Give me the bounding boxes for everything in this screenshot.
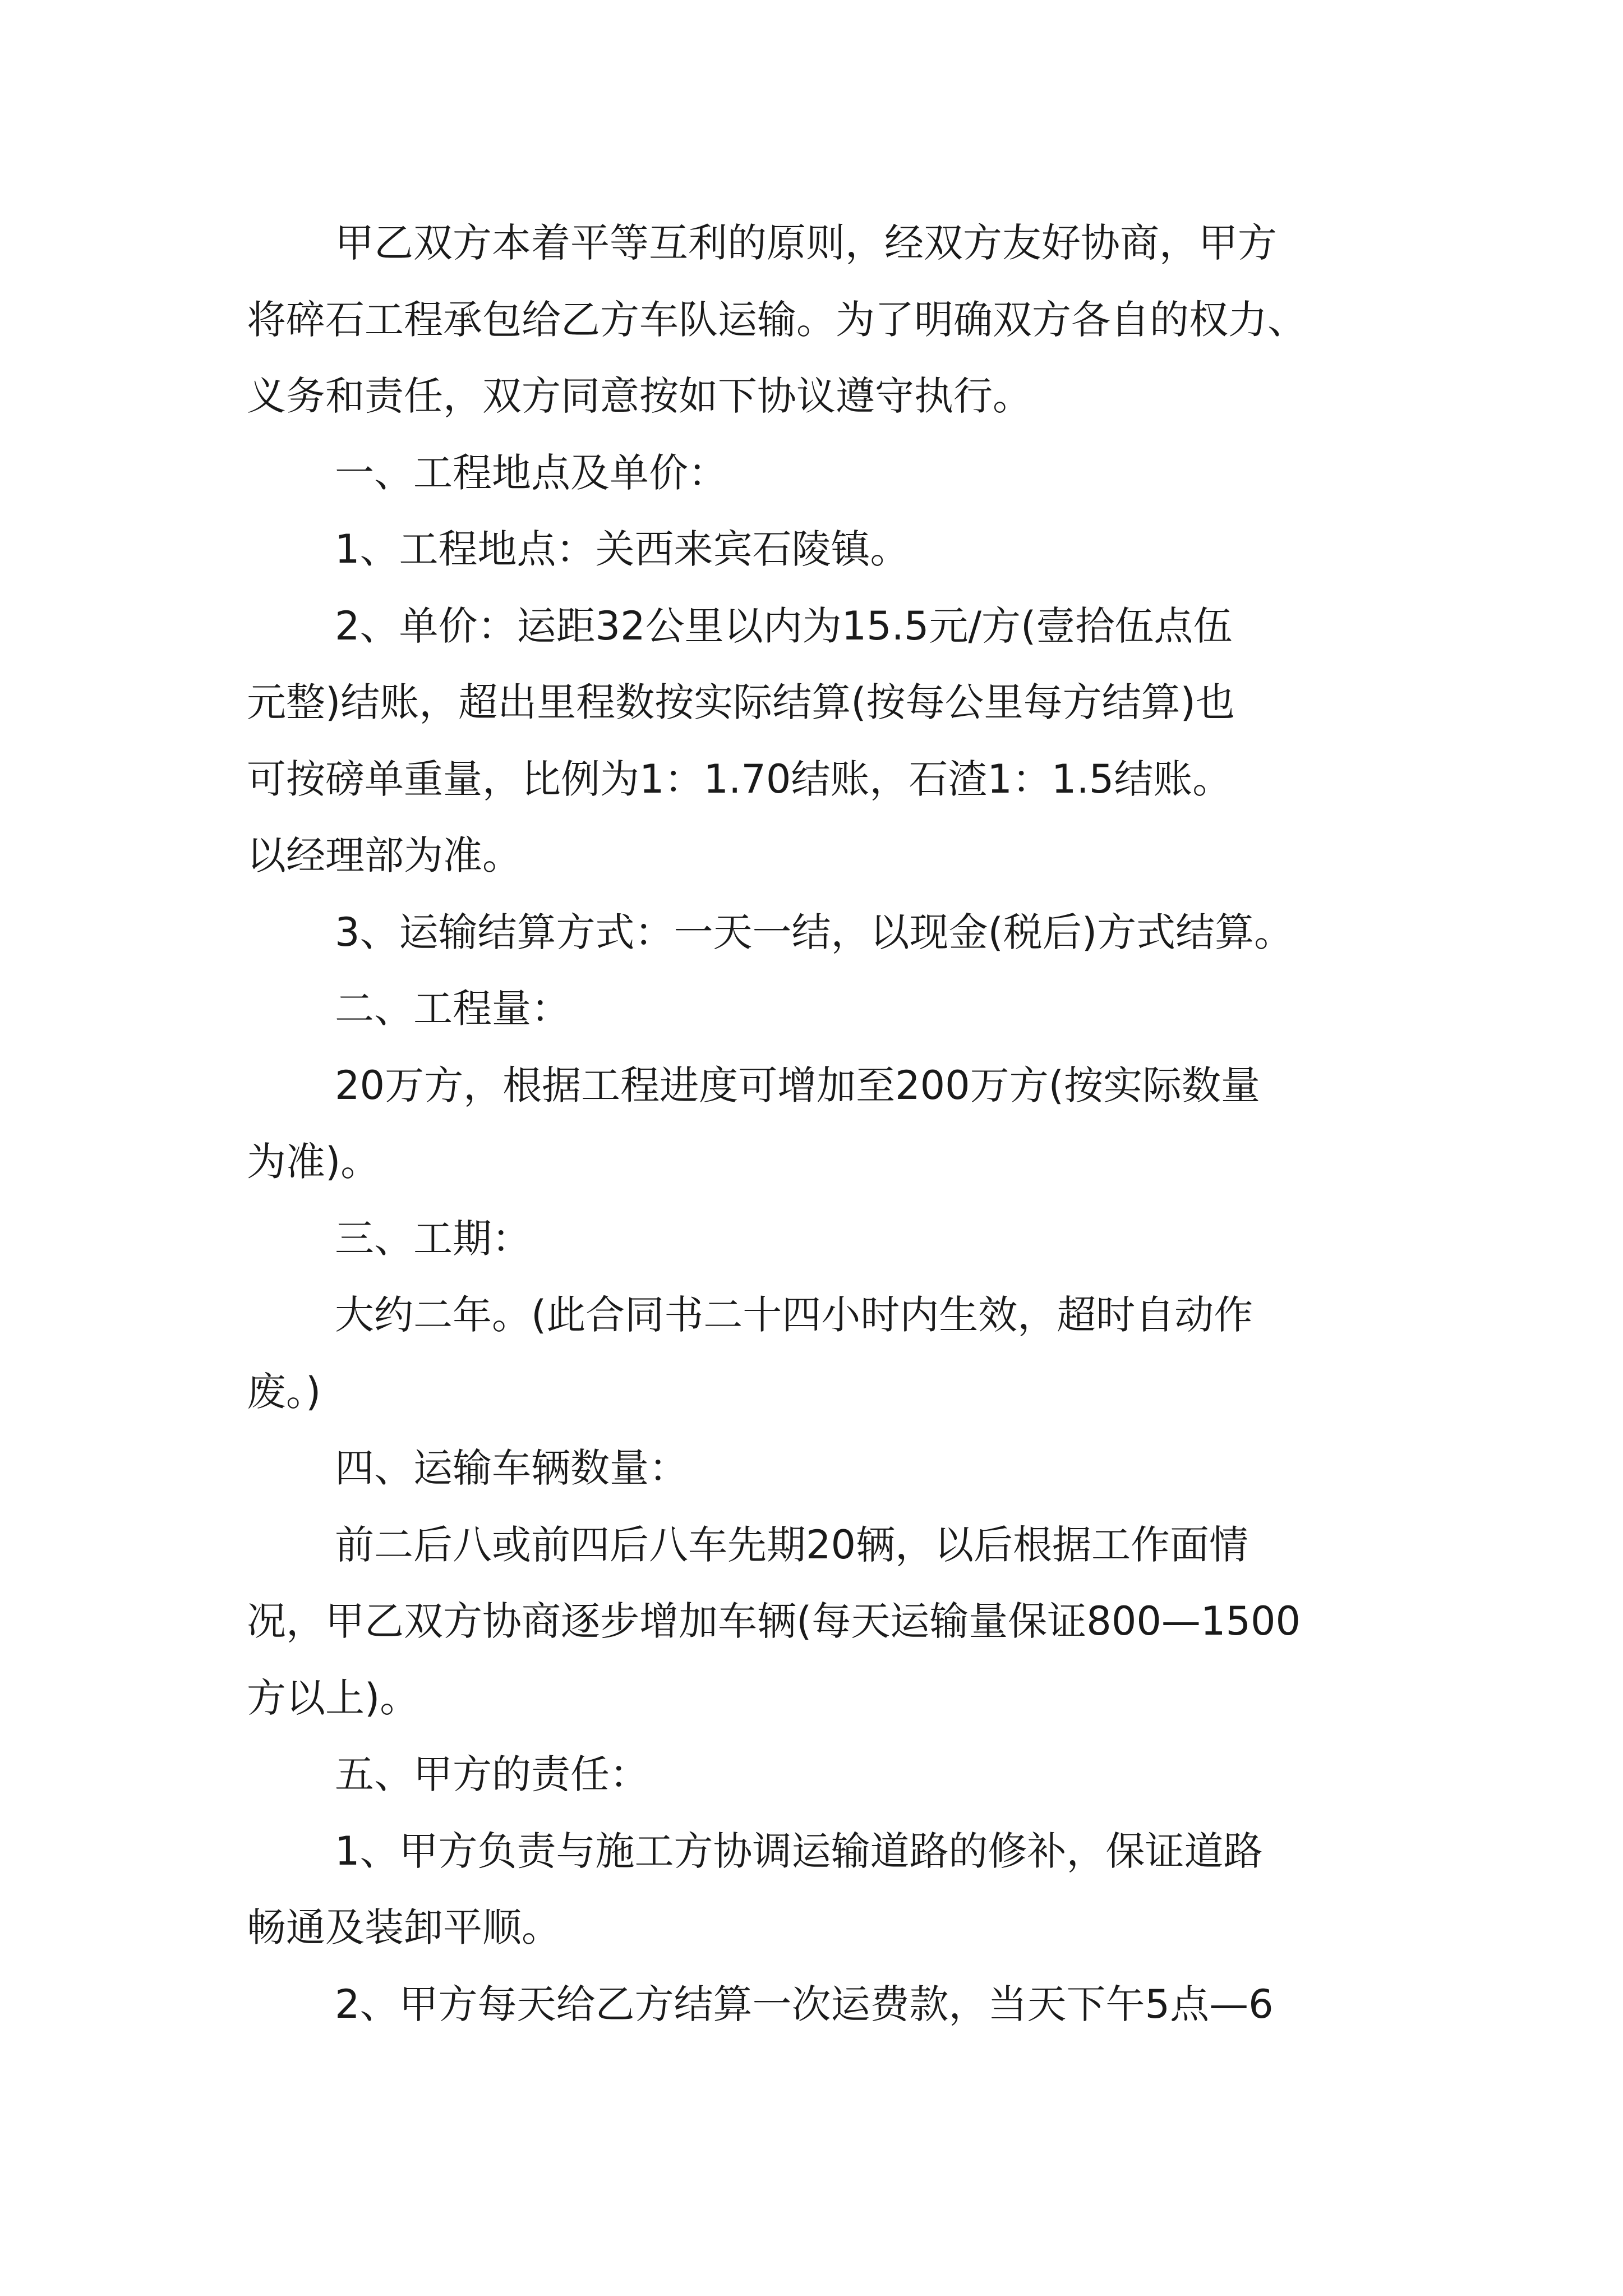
clause-5-1-line-2: 畅通及装卸平顺。 <box>247 1904 561 1950</box>
clause-5-1-line-1: 1、甲方负责与施工方协调运输道路的修补，保证道路 <box>335 1828 1263 1874</box>
section-4-text-line-2: 况，甲乙双方协商逐步增加车辆(每天运输量保证800—1500 <box>247 1598 1301 1644</box>
clause-1-2-line-3: 可按磅单重量，比例为1：1.70结账，石渣1：1.5结账。 <box>247 756 1232 802</box>
clause-1-1: 1、工程地点：关西来宾石陵镇。 <box>335 526 910 572</box>
clause-1-3: 3、运输结算方式：一天一结，以现金(税后)方式结算。 <box>335 909 1294 955</box>
section-heading-4: 四、运输车辆数量： <box>335 1445 688 1491</box>
clause-5-2-line-1: 2、甲方每天给乙方结算一次运费款，当天下午5点—6 <box>335 1981 1274 2027</box>
section-heading-3: 三、工期： <box>335 1216 531 1262</box>
section-heading-2: 二、工程量： <box>335 986 570 1032</box>
clause-1-2-line-4: 以经理部为准。 <box>247 832 522 878</box>
paragraph-intro-line-2: 将碎石工程承包给乙方车队运输。为了明确双方各自的权力、 <box>247 297 1307 343</box>
section-2-text-line-1: 20万方，根据工程进度可增加至200万方(按实际数量 <box>335 1062 1260 1108</box>
section-3-text-line-1: 大约二年。(此合同书二十四小时内生效，超时自动作 <box>335 1292 1253 1338</box>
paragraph-intro-line-3: 义务和责任，双方同意按如下协议遵守执行。 <box>247 373 1032 419</box>
paragraph-intro-line-1: 甲乙双方本着平等互利的原则，经双方友好协商，甲方 <box>335 220 1277 266</box>
clause-1-2-line-1: 2、单价：运距32公里以内为15.5元/方(壹拾伍点伍 <box>335 603 1233 649</box>
clause-1-2-line-2: 元整)结账，超出里程数按实际结算(按每公里每方结算)也 <box>247 679 1235 725</box>
section-4-text-line-1: 前二后八或前四后八车先期20辆，以后根据工作面情 <box>335 1522 1249 1568</box>
section-heading-1: 一、工程地点及单价： <box>335 450 727 496</box>
section-4-text-line-3: 方以上)。 <box>247 1675 419 1721</box>
section-2-text-line-2: 为准)。 <box>247 1139 380 1185</box>
section-heading-5: 五、甲方的责任： <box>335 1751 649 1797</box>
section-3-text-line-2: 废。) <box>247 1369 321 1415</box>
